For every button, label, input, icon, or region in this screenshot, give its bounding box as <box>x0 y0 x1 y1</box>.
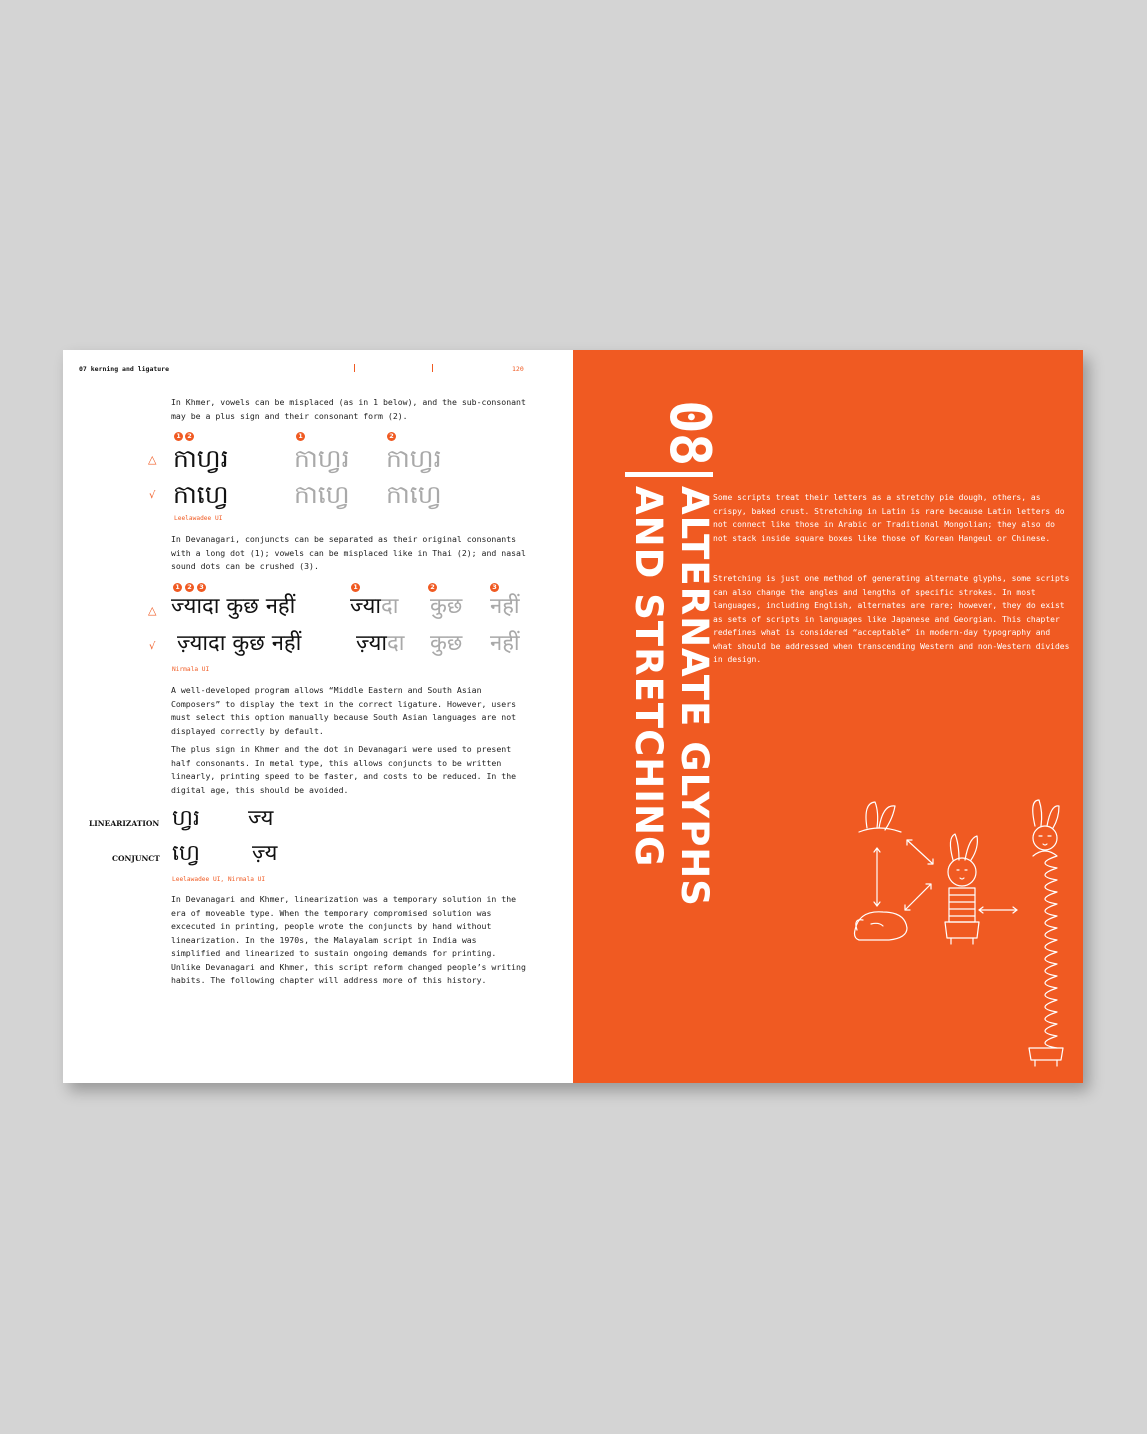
glyph-highlight: ज्य <box>350 594 382 619</box>
sitting-rabbit <box>945 834 979 944</box>
marker-number: 3 <box>197 583 206 592</box>
chapter-title-line-2: AND STRETCHING <box>627 486 670 868</box>
marker-number: 2 <box>185 432 194 441</box>
khmer-correct-sample: កាហ្វេ <box>173 480 229 509</box>
khmer-incorrect-sample-1: កាហ្វរ <box>294 444 350 473</box>
arrow-icon <box>874 840 1017 913</box>
marker-number: 3 <box>490 583 499 592</box>
glyph-highlight: ज़्य <box>356 631 388 656</box>
font-caption: Leelawadee UI <box>174 515 223 522</box>
glyph-muted: ादा <box>387 631 405 656</box>
font-caption: Leelawadee UI, Nirmala UI <box>172 876 266 883</box>
conjunct-khmer: ហ្វេ <box>172 841 200 866</box>
devanagari-correct-detail-1 <box>356 633 404 655</box>
marker-number: 1 <box>173 583 182 592</box>
conjunct-devanagari: ज़्य <box>252 841 278 866</box>
marker-number: 1 <box>351 583 360 592</box>
khmer-incorrect-sample: កាហ្វរ <box>173 444 229 473</box>
devanagari-incorrect-sample: ज्यादा कुछ नहीं <box>171 594 296 619</box>
sleeping-rabbit <box>855 912 908 940</box>
header-tick <box>432 364 433 372</box>
khmer-correct-sample-1: កាហ្វេ <box>294 480 350 509</box>
khmer-incorrect-sample-2: កាហ្វរ <box>386 444 442 473</box>
devanagari-correct-detail-2: कुछ <box>430 631 463 656</box>
linearized-devanagari: ज्य <box>248 806 274 831</box>
devanagari-incorrect-detail-2: कुछ <box>430 594 463 619</box>
chapter-divider <box>625 472 713 477</box>
linearization-label: LINEARIZATION <box>89 819 160 828</box>
running-title: 07 kerning and ligature <box>79 365 170 373</box>
rabbit-illustration <box>849 798 1079 1068</box>
devanagari-incorrect-detail-1 <box>350 596 398 618</box>
marker-number: 1 <box>174 432 183 441</box>
glyph-muted: ादा <box>381 594 399 619</box>
chapter-heading <box>621 400 722 922</box>
check-icon: √ <box>149 490 156 501</box>
font-caption: Nirmala UI <box>172 666 210 673</box>
chapter-title-line-1: ALTERNATE GLYPHS <box>673 486 716 907</box>
devanagari-paragraph: In Devanagari, conjuncts can be separated as their original consonants with a long dot (1); vowels can be misplaced like in Thai (2); and nasal sound dots can be crushed (3). <box>171 534 526 571</box>
check-icon: √ <box>149 641 156 652</box>
metal-type-paragraph: The plus sign in Khmer and the dot in Devanagari were used to present half consonants. In metal type, this allows conjuncts to be written linearly, printing speed to be faster, and costs to be reduced. In the digital age, this should be avoided. <box>171 744 517 795</box>
marker-number: 2 <box>387 432 396 441</box>
stretched-rabbit <box>1029 800 1063 1066</box>
marker-number: 2 <box>428 583 437 592</box>
intro-paragraph: In Khmer, vowels can be misplaced (as in 1 below), and the sub-consonant may be a plus sign and their consonant form (2). <box>171 397 526 421</box>
incorrect-icon: △ <box>148 453 157 466</box>
chapter-intro-paragraph-1: Some scripts treat their letters as a stretchy pie dough, others, as crispy, baked crust. Stretching in Latin is rare because Latin letters do not connect like those in Arabic or Traditional Mongolian; they also do not stack inside square boxes like those of Korean Hangeul or Chinese. <box>713 493 1065 543</box>
rabbit-ears-figure <box>859 802 901 832</box>
page-number: 120 <box>512 365 524 373</box>
left-page <box>63 350 573 1083</box>
conjunct-label: CONJUNCT <box>112 854 160 863</box>
linearized-khmer: ហ្វរ <box>172 806 200 831</box>
marker-number: 1 <box>296 432 305 441</box>
composer-paragraph: A well-developed program allows “Middle Eastern and South Asian Composers” to display the text in the correct ligature. However, users must select this option manually because South Asian languages are not displayed correctly by default. <box>171 685 517 736</box>
marker-number: 2 <box>185 583 194 592</box>
incorrect-icon: △ <box>148 604 157 617</box>
chapter-intro-paragraph-2: Stretching is just one method of generating alternate glyphs, some scripts can also change the angles and lengths of specific strokes. In most languages, including English, alternates are rare; however, they do exist as sets of scripts in languages like Japanese and Georgian. This chapter redefines what is considered “acceptable” in modern-day typography and what should be addressed when transcending Western and non-Western divides in design. <box>713 574 1070 664</box>
book-spread <box>63 350 1083 1083</box>
devanagari-correct-detail-3: नहीं <box>490 631 520 656</box>
devanagari-correct-sample: ज़्यादा कुछ नहीं <box>177 631 302 656</box>
devanagari-incorrect-detail-3: नहीं <box>490 594 520 619</box>
history-paragraph: In Devanagari and Khmer, linearization was a temporary solution in the era of moveable type. When the temporary compromised solution was excecuted in printing, people wrote the conjuncts by hand without linearization. In the 1970s, the Malayalam script in India was simplified and linearized to sustain ongoing demands for printing. Unlike Devanagari and Khmer, this script reform changed people’s writing habits. The following chapter will address more of this history. <box>171 894 526 985</box>
chapter-number: 08 <box>657 400 722 466</box>
khmer-correct-sample-2: កាហ្វេ <box>386 480 442 509</box>
right-page <box>573 350 1083 1083</box>
header-tick <box>354 364 355 372</box>
